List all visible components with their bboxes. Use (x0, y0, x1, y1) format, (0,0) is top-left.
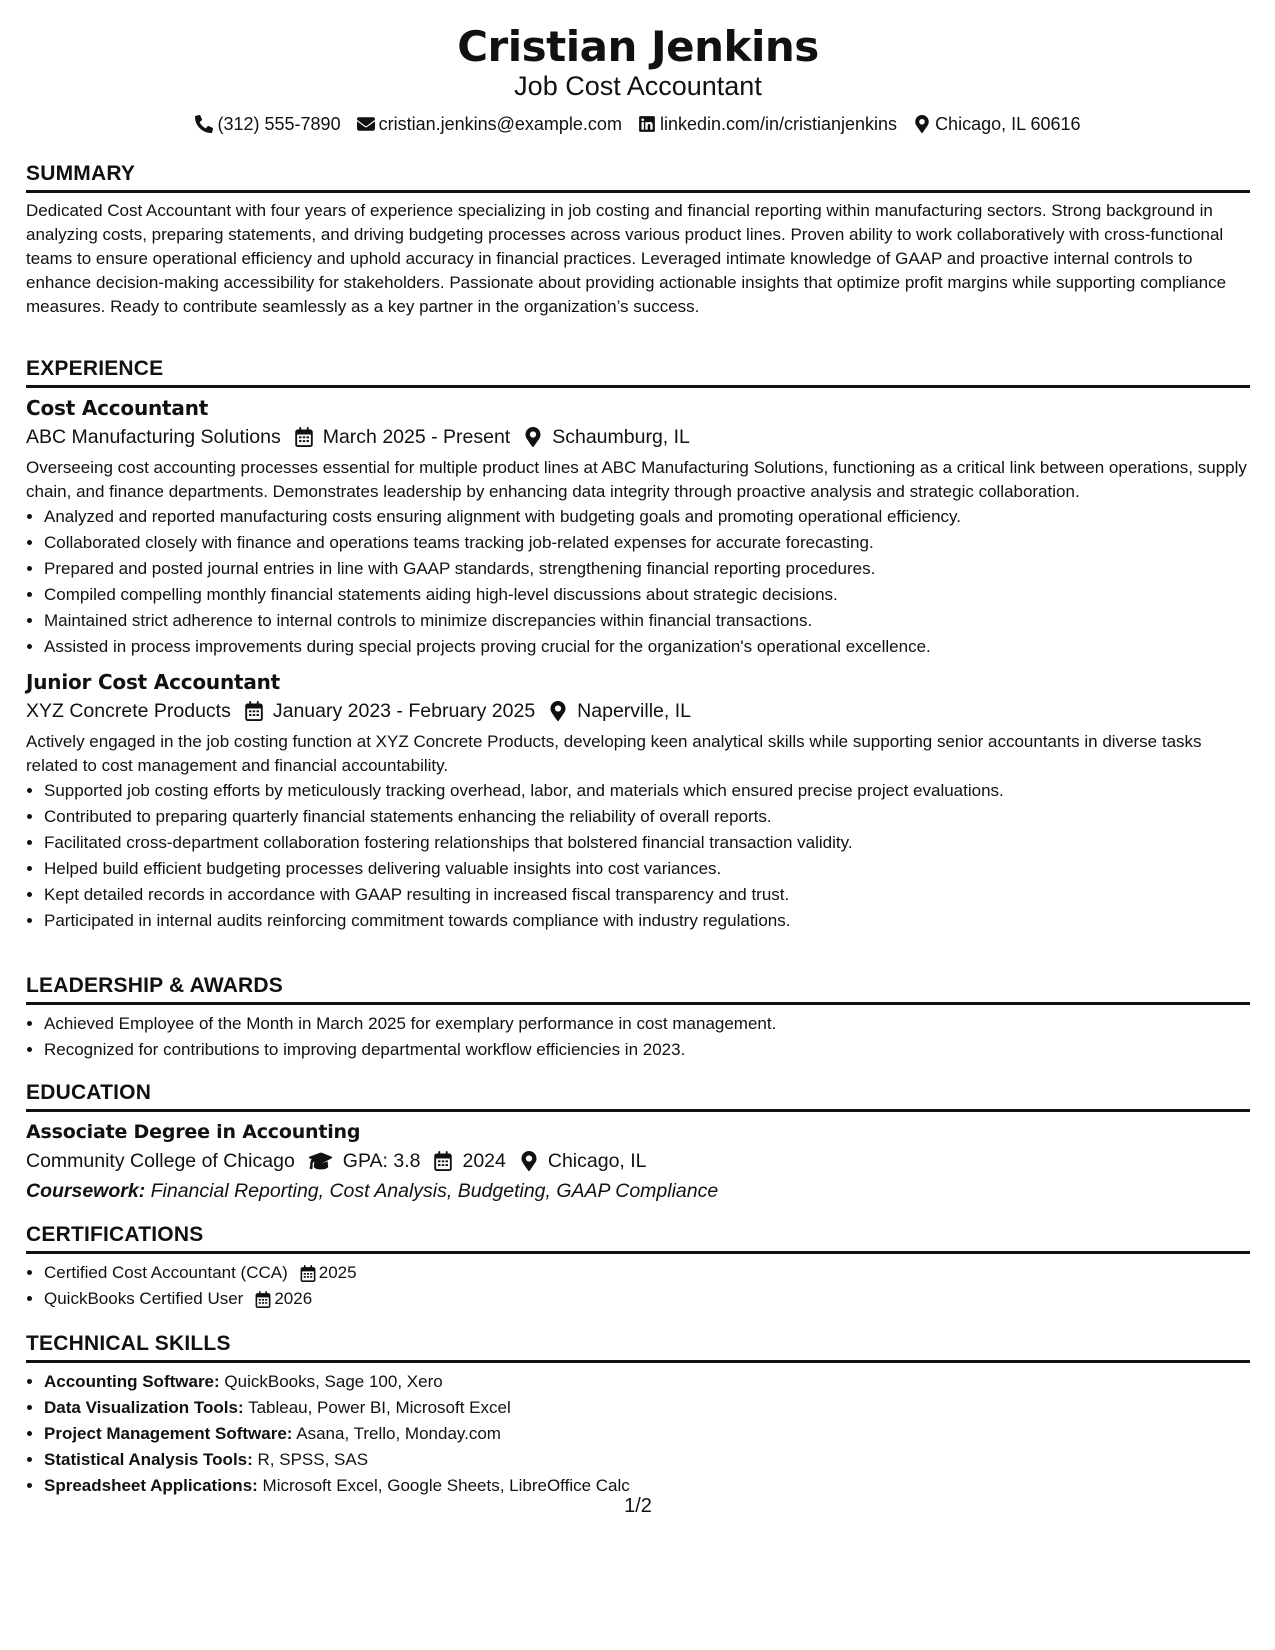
location-text: Chicago, IL 60616 (935, 114, 1081, 134)
contact-location (913, 112, 1080, 136)
company-name: XYZ Concrete Products (26, 700, 231, 722)
skill-value: QuickBooks, Sage 100, Xero (224, 1372, 443, 1391)
certifications-section (26, 1221, 1250, 1312)
job-description: Overseeing cost accounting processes essential for multiple product lines at ABC Manufacturing Solutions, functioning as a critical link between operations, supply chain, and finance departments. Demonstrates leadership by enhancing data integrity through proactive analysis and strategic collaboration. (26, 458, 1247, 501)
job-title: Junior Cost Accountant (26, 670, 281, 694)
company-name: ABC Manufacturing Solutions (26, 426, 281, 448)
job-entry (26, 668, 1250, 934)
job-location: Schaumburg, IL (552, 426, 690, 448)
calendar-icon (295, 427, 313, 447)
linkedin-icon (638, 115, 656, 133)
resume-page (26, 0, 1250, 1650)
map-pin-icon (913, 115, 931, 133)
calendar-icon (245, 701, 263, 721)
awards-section (26, 972, 1250, 1063)
summary-section (26, 160, 1250, 319)
cert-year: 2025 (318, 1263, 357, 1282)
job-entry (26, 394, 1250, 660)
envelope-icon (357, 115, 375, 133)
list-item: • Facilitated cross-department collaboration fostering relationships that bolstered financial transaction validity. (44, 830, 1250, 856)
gpa: GPA: 3.8 (342, 1150, 421, 1172)
coursework (26, 1176, 1250, 1206)
list-item: • Participated in internal audits reinforcing commitment towards compliance with industry regulations. (44, 908, 1250, 934)
section-heading: EXPERIENCE (26, 355, 1250, 388)
coursework-list: Financial Reporting, Cost Analysis, Budgeting, GAAP Compliance (150, 1180, 719, 1202)
contact-email[interactable] (357, 112, 622, 136)
list-item: • Maintained strict adherence to internal controls to minimize discrepancies within financial transactions. (44, 608, 1250, 634)
list-item (44, 1447, 1250, 1473)
candidate-title: Job Cost Accountant (514, 71, 762, 101)
skill-value: Asana, Trello, Monday.com (296, 1424, 501, 1443)
list-item: • Supported job costing efforts by meticulously tracking overhead, labor, and materials which ensured precise project evaluations. (44, 778, 1250, 804)
list-item: • Prepared and posted journal entries in line with GAAP standards, strengthening financial reporting procedures. (44, 556, 1250, 582)
section-heading: LEADERSHIP & AWARDS (26, 972, 1250, 1005)
job-description: Actively engaged in the job costing function at XYZ Concrete Products, developing keen analytical skills while supporting senior accountants in diverse tasks related to cost management and financial accountability. (26, 732, 1202, 775)
job-dates: January 2023 - February 2025 (272, 700, 536, 722)
skill-label: Spreadsheet Applications: (44, 1476, 258, 1495)
skill-label: Accounting Software: (44, 1372, 220, 1391)
job-meta (26, 696, 1250, 726)
list-item: • Collaborated closely with finance and operations teams tracking job-related expenses for accurate forecasting. (44, 530, 1250, 556)
list-item (44, 1286, 1250, 1312)
phone-icon (195, 115, 213, 133)
list-item: • Analyzed and reported manufacturing costs ensuring alignment with budgeting goals and promoting operational efficiency. (44, 504, 1250, 530)
job-meta (26, 422, 1250, 452)
skills-section (26, 1330, 1250, 1499)
calendar-icon (434, 1151, 452, 1171)
contact-linkedin[interactable] (638, 112, 897, 136)
cert-name: • QuickBooks Certified User (44, 1289, 244, 1308)
map-pin-icon (524, 427, 542, 447)
cert-name: • Certified Cost Accountant (CCA) (44, 1263, 288, 1282)
experience-section (26, 355, 1250, 934)
list-item: • Assisted in process improvements during special projects proving crucial for the organization's operational excellence. (44, 634, 1250, 660)
calendar-icon (300, 1265, 316, 1282)
skill-label: Data Visualization Tools: (44, 1398, 244, 1417)
graduation-year: 2024 (462, 1150, 506, 1172)
list-item (44, 1260, 1250, 1286)
section-heading: EDUCATION (26, 1079, 1250, 1112)
section-heading: CERTIFICATIONS (26, 1221, 1250, 1254)
section-heading: TECHNICAL SKILLS (26, 1330, 1250, 1363)
contact-phone[interactable] (195, 112, 340, 136)
list-item (44, 1421, 1250, 1447)
list-item (44, 1369, 1250, 1395)
skill-value: Tableau, Power BI, Microsoft Excel (248, 1398, 511, 1417)
list-item (44, 1395, 1250, 1421)
map-pin-icon (549, 701, 567, 721)
school-name: Community College of Chicago (26, 1150, 295, 1172)
skill-label: Statistical Analysis Tools: (44, 1450, 253, 1469)
map-pin-icon (520, 1151, 538, 1171)
job-location: Naperville, IL (577, 700, 691, 722)
list-item: • Achieved Employee of the Month in March 2025 for exemplary performance in cost management. (44, 1011, 1250, 1037)
job-bullets (26, 778, 1250, 934)
skills-list (26, 1369, 1250, 1499)
section-heading: SUMMARY (26, 160, 1250, 193)
graduation-cap-icon (309, 1151, 333, 1171)
skill-value: Microsoft Excel, Google Sheets, LibreOffice Calc (262, 1476, 630, 1495)
education-meta (26, 1146, 1250, 1176)
cert-year: 2026 (274, 1289, 313, 1308)
awards-list (26, 1011, 1250, 1063)
list-item: • Kept detailed records in accordance with GAAP resulting in increased fiscal transparency and trust. (44, 882, 1250, 908)
linkedin-text: linkedin.com/in/cristianjenkins (659, 114, 898, 134)
list-item: • Contributed to preparing quarterly financial statements enhancing the reliability of overall reports. (44, 804, 1250, 830)
page-number: 1/2 (624, 1495, 652, 1517)
phone-text: (312) 555-7890 (217, 114, 341, 134)
job-title: Cost Accountant (26, 396, 209, 420)
coursework-label: Coursework: (26, 1180, 146, 1202)
email-text: cristian.jenkins@example.com (378, 114, 622, 134)
skill-label: Project Management Software: (44, 1424, 293, 1443)
calendar-icon (255, 1291, 271, 1308)
list-item: • Recognized for contributions to improving departmental workflow efficiencies in 2023. (44, 1037, 1250, 1063)
skill-value: R, SPSS, SAS (257, 1450, 369, 1469)
summary-text: Dedicated Cost Accountant with four years of experience specializing in job costing and financial reporting within manufacturing sectors. Strong background in analyzing costs, preparing statements, and driving budgeting processes across various product lines. Proven ability to work collaboratively with cross-functional teams to ensure operational efficiency and uphold accuracy in financial practices. Leveraged intimate knowledge of GAAP and proactive internal controls to enhance decision-making accessibility for stakeholders. Passionate about providing actionable insights that optimize profit margins while supporting compliance measures. Ready to contribute seamlessly as a key partner in the organization’s success. (26, 201, 1227, 316)
contact-bar (26, 112, 1250, 136)
degree-title: Associate Degree in Accounting (26, 1121, 361, 1143)
candidate-name: Cristian Jenkins (457, 22, 819, 71)
list-item: • Compiled compelling monthly financial statements aiding high-level discussions about strategic decisions. (44, 582, 1250, 608)
school-location: Chicago, IL (547, 1150, 647, 1172)
job-dates: March 2025 - Present (322, 426, 511, 448)
job-bullets (26, 504, 1250, 660)
education-section (26, 1079, 1250, 1206)
list-item: • Helped build efficient budgeting processes delivering valuable insights into cost variances. (44, 856, 1250, 882)
certifications-list (26, 1260, 1250, 1312)
